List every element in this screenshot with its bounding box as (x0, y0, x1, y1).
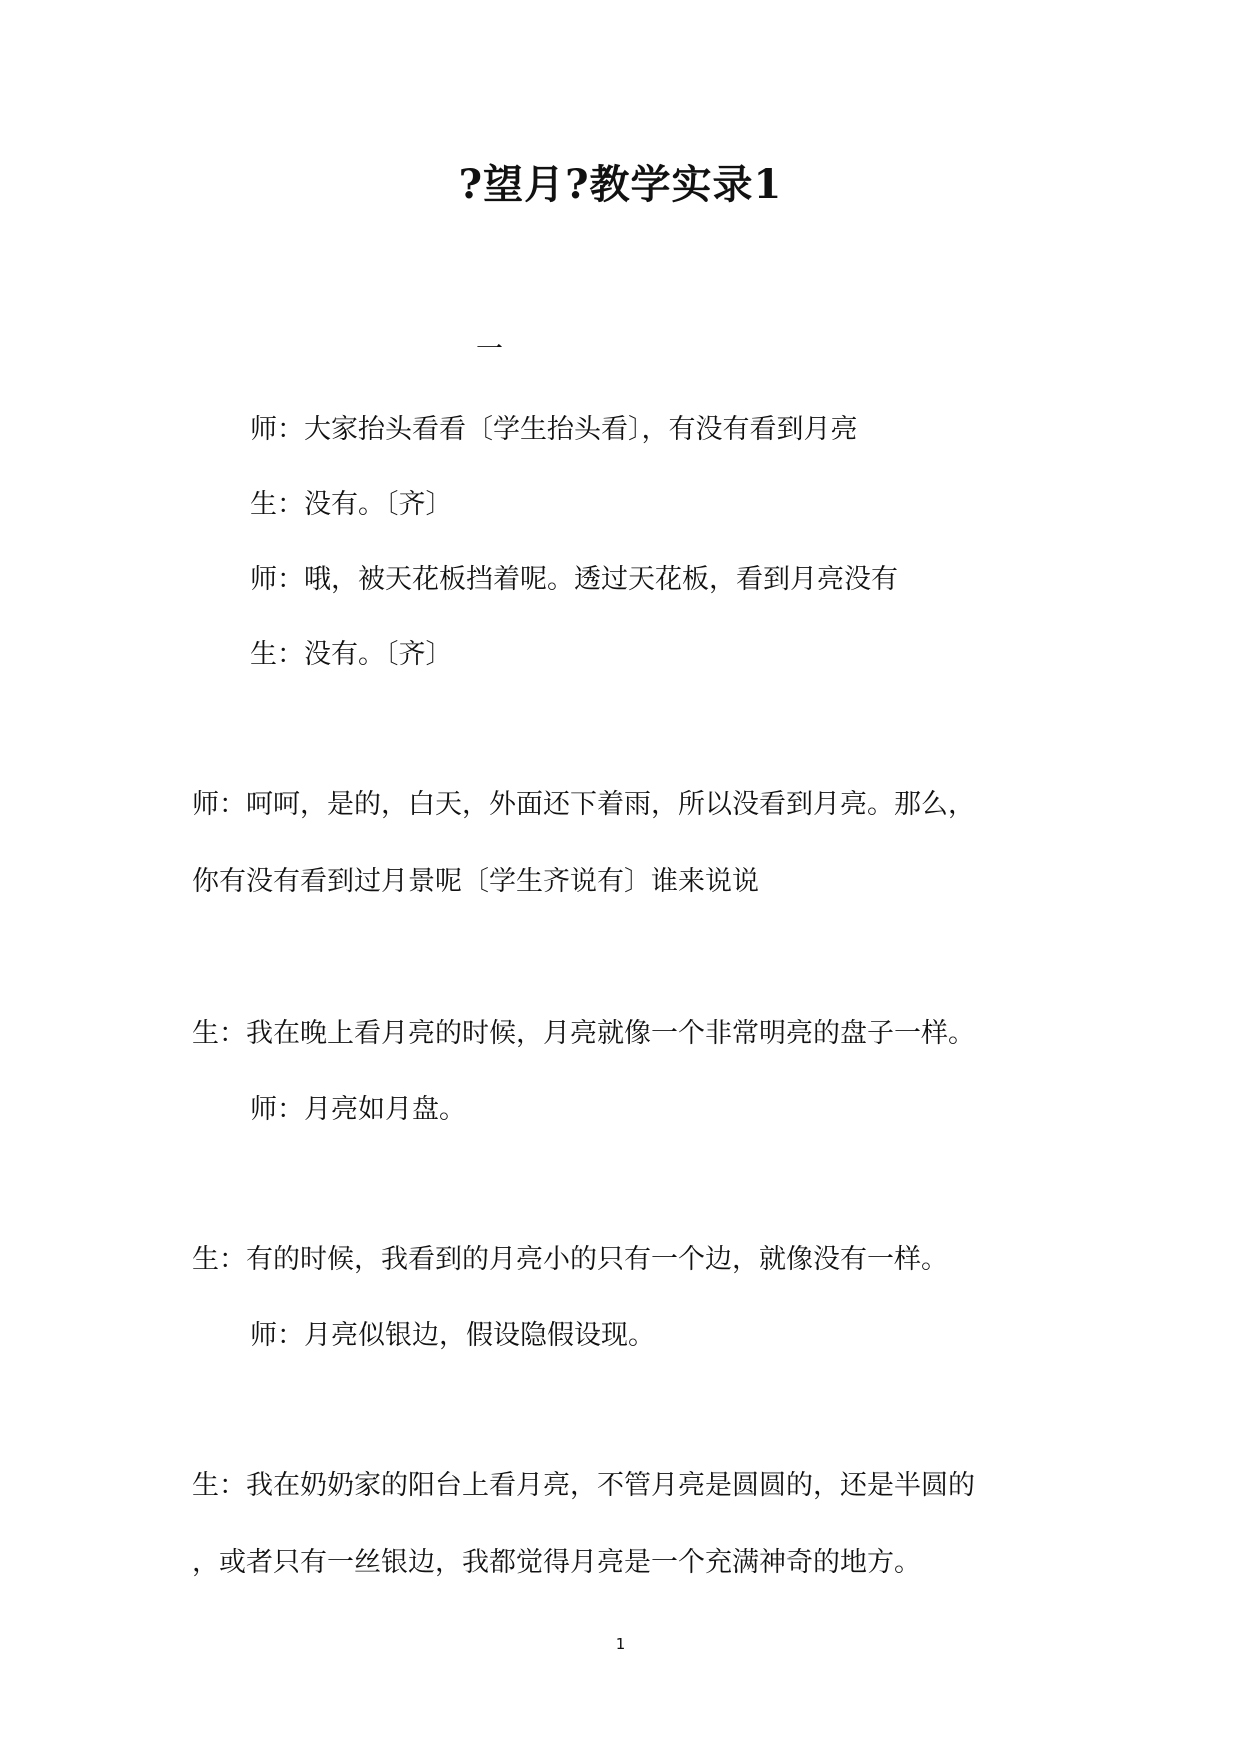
dialogue-line-9: 生：有的时候，我看到的月亮小的只有一个边，就像没有一样。 (192, 1244, 948, 1275)
section-marker: 一 (476, 334, 503, 365)
page-number: 1 (615, 1635, 626, 1653)
dialogue-line-2: 生：没有。〔齐〕 (250, 489, 453, 520)
dialogue-line-5: 师：呵呵，是的，白天，外面还下着雨，所以没看到月亮。那么， (192, 789, 975, 820)
dialogue-line-4: 生：没有。〔齐〕 (250, 639, 453, 670)
dialogue-line-3: 师：哦，被天花板挡着呢。透过天花板，看到月亮没有 (250, 564, 898, 595)
dialogue-line-11: 生：我在奶奶家的阳台上看月亮，不管月亮是圆圆的，还是半圆的 (192, 1470, 975, 1501)
dialogue-line-7: 生：我在晚上看月亮的时候，月亮就像一个非常明亮的盘子一样。 (192, 1018, 975, 1049)
dialogue-line-12: ，或者只有一丝银边，我都觉得月亮是一个充满神奇的地方。 (192, 1547, 921, 1578)
dialogue-line-10: 师：月亮似银边，假设隐假设现。 (250, 1320, 655, 1351)
dialogue-line-1: 师：大家抬头看看〔学生抬头看〕，有没有看到月亮 (250, 414, 858, 445)
dialogue-line-6: 你有没有看到过月景呢〔学生齐说有〕谁来说说 (192, 866, 759, 897)
document-title: ?望月?教学实录1 (458, 161, 783, 208)
dialogue-line-8: 师：月亮如月盘。 (250, 1094, 466, 1125)
